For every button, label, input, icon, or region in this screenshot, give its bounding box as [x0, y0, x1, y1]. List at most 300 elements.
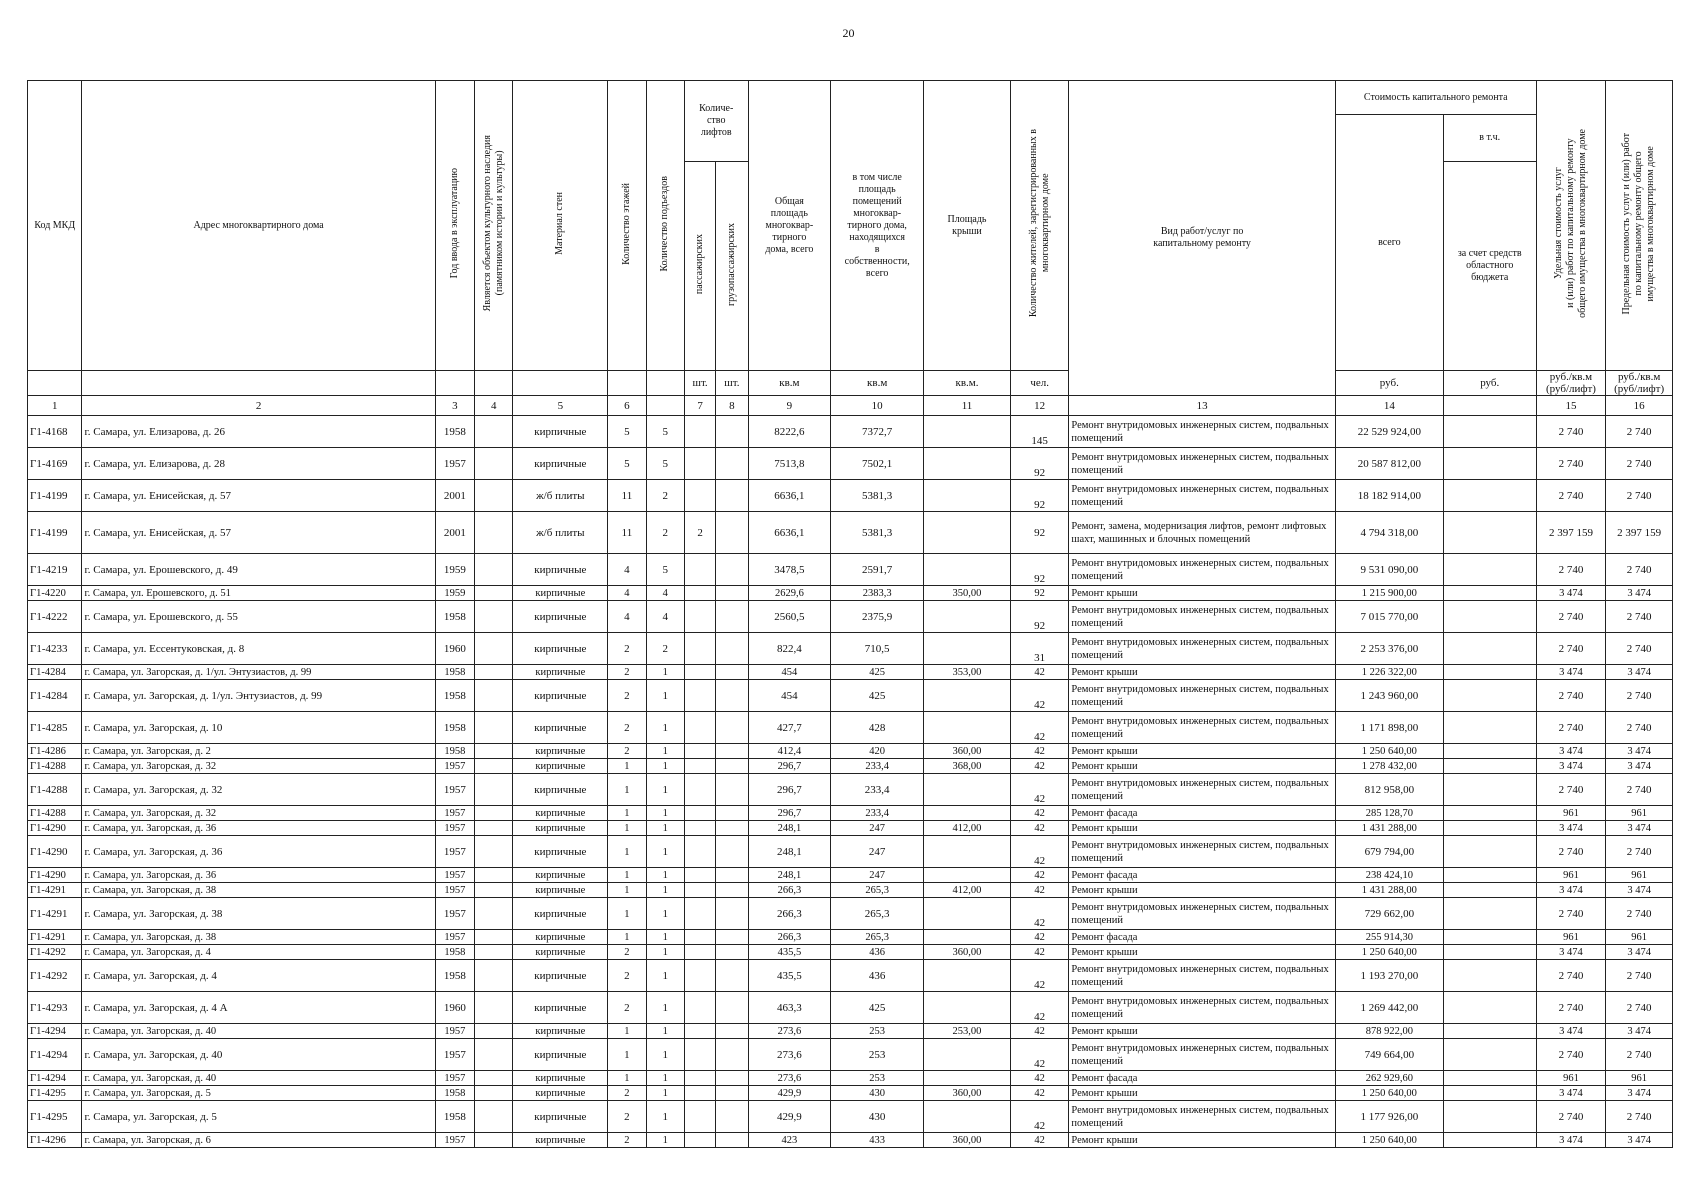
- cell-wall: кирпичные: [513, 601, 608, 633]
- cell-year: 1957: [435, 883, 474, 898]
- cell-empty: [1443, 1039, 1536, 1071]
- cell-wall: кирпичные: [513, 836, 608, 868]
- cell-floors: 1: [608, 759, 646, 774]
- cell-work: Ремонт крыши: [1069, 759, 1335, 774]
- cell-cost: 18 182 914,00: [1335, 480, 1443, 512]
- cell-area: 423: [748, 1133, 831, 1148]
- cell-year: 1957: [435, 806, 474, 821]
- cell-empty: [1443, 680, 1536, 712]
- cell-entrances: 1: [646, 744, 684, 759]
- cell-area: 435,5: [748, 945, 831, 960]
- cell-work: Ремонт внутридомовых инженерных систем, подвальных помещений: [1069, 960, 1335, 992]
- cell-lp: [684, 992, 715, 1024]
- cell-unit: 3 474: [1536, 1024, 1606, 1039]
- cell-residents: 42: [1010, 930, 1069, 945]
- cell-year: 1958: [435, 1101, 474, 1133]
- cell-address: г. Самара, ул. Загорская, д. 5: [82, 1086, 435, 1101]
- cell-max: 2 740: [1606, 774, 1673, 806]
- cell-lp: [684, 945, 715, 960]
- cell-lp: [684, 665, 715, 680]
- cell-work: Ремонт внутридомовых инженерных систем, подвальных помещений: [1069, 448, 1335, 480]
- unit-pcs: шт.: [716, 371, 748, 396]
- cell-code: Г1-4293: [28, 992, 82, 1024]
- cell-work: Ремонт внутридомовых инженерных систем, подвальных помещений: [1069, 898, 1335, 930]
- cell-empty: [475, 960, 513, 992]
- cell-owned: 233,4: [831, 806, 924, 821]
- cell-code: Г1-4169: [28, 448, 82, 480]
- cell-empty: [1443, 868, 1536, 883]
- cell-lp: [684, 416, 715, 448]
- cell-code: Г1-4219: [28, 554, 82, 586]
- cell-area: 454: [748, 680, 831, 712]
- cell-area: 248,1: [748, 836, 831, 868]
- cell-address: г. Самара, ул. Енисейская, д. 57: [82, 512, 435, 554]
- cell-max: 2 740: [1606, 601, 1673, 633]
- cell-address: г. Самара, ул. Елизарова, д. 26: [82, 416, 435, 448]
- cell-empty: [1443, 883, 1536, 898]
- cell-lc: [716, 930, 748, 945]
- cell-lp: [684, 633, 715, 665]
- cell-code: Г1-4288: [28, 774, 82, 806]
- cell-max: 2 740: [1606, 898, 1673, 930]
- th-unit-cost: Удельная стоимость услуг и (или) работ по капитальному ремонту общего имущества в многоквартирном доме: [1536, 81, 1606, 371]
- cell-work: Ремонт крыши: [1069, 883, 1335, 898]
- cell-entrances: 1: [646, 680, 684, 712]
- cell-wall: кирпичные: [513, 416, 608, 448]
- cell-wall: кирпичные: [513, 1086, 608, 1101]
- table-row: [28, 868, 1673, 883]
- cell-wall: кирпичные: [513, 554, 608, 586]
- cell-floors: 1: [608, 836, 646, 868]
- cell-max: 961: [1606, 1071, 1673, 1086]
- column-number: 9: [748, 396, 831, 416]
- cell-empty: [1443, 945, 1536, 960]
- cell-entrances: 5: [646, 554, 684, 586]
- cell-lp: [684, 448, 715, 480]
- cell-code: Г1-4286: [28, 744, 82, 759]
- cell-empty: [1443, 1086, 1536, 1101]
- cell-area: 248,1: [748, 821, 831, 836]
- cell-year: 1957: [435, 1133, 474, 1148]
- cell-unit: 2 740: [1536, 836, 1606, 868]
- cell-empty: [1443, 512, 1536, 554]
- cell-address: г. Самара, ул. Загорская, д. 38: [82, 930, 435, 945]
- cell-max: 2 397 159: [1606, 512, 1673, 554]
- cell-unit: 2 740: [1536, 480, 1606, 512]
- cell-entrances: 1: [646, 945, 684, 960]
- cell-empty: [475, 930, 513, 945]
- cell-max: 2 740: [1606, 1101, 1673, 1133]
- cell-entrances: 1: [646, 774, 684, 806]
- cell-address: г. Самара, ул. Загорская, д. 4 А: [82, 992, 435, 1024]
- cell-empty: [1443, 821, 1536, 836]
- cell-area: 2629,6: [748, 586, 831, 601]
- cell-lc: [716, 712, 748, 744]
- cell-cost: 285 128,70: [1335, 806, 1443, 821]
- th-floors: Количество этажей: [608, 81, 646, 371]
- cell-year: 2001: [435, 480, 474, 512]
- table-row: [28, 712, 1673, 744]
- cell-code: Г1-4285: [28, 712, 82, 744]
- table-row: [28, 898, 1673, 930]
- cell-address: г. Самара, ул. Загорская, д. 36: [82, 868, 435, 883]
- cell-year: 1957: [435, 1039, 474, 1071]
- cell-wall: кирпичные: [513, 992, 608, 1024]
- table-row: [28, 759, 1673, 774]
- cell-owned: 2591,7: [831, 554, 924, 586]
- cell-year: 1958: [435, 1086, 474, 1101]
- cell-work: Ремонт крыши: [1069, 586, 1335, 601]
- cell-unit: 961: [1536, 930, 1606, 945]
- cell-area: 6636,1: [748, 512, 831, 554]
- cell-empty: [1443, 586, 1536, 601]
- cell-cost: 262 929,60: [1335, 1071, 1443, 1086]
- cell-address: г. Самара, ул. Ерошевского, д. 49: [82, 554, 435, 586]
- cell-area: 248,1: [748, 868, 831, 883]
- cell-max: 2 740: [1606, 680, 1673, 712]
- cell-floors: 2: [608, 712, 646, 744]
- cell-work: Ремонт внутридомовых инженерных систем, подвальных помещений: [1069, 992, 1335, 1024]
- cell-address: г. Самара, ул. Загорская, д. 6: [82, 1133, 435, 1148]
- column-number: 8: [716, 396, 748, 416]
- cell-empty: [1443, 1133, 1536, 1148]
- th-residents: Количество жителей, зарегистрированных в многоквартирном доме: [1010, 81, 1069, 371]
- cell-wall: кирпичные: [513, 868, 608, 883]
- cell-roof: [924, 960, 1011, 992]
- cell-work: Ремонт внутридомовых инженерных систем, подвальных помещений: [1069, 1101, 1335, 1133]
- cell-address: г. Самара, ул. Загорская, д. 32: [82, 774, 435, 806]
- cell-roof: 412,00: [924, 883, 1011, 898]
- column-number: 16: [1606, 396, 1673, 416]
- cell-floors: 1: [608, 930, 646, 945]
- cell-max: 3 474: [1606, 821, 1673, 836]
- cell-lp: [684, 898, 715, 930]
- cell-code: Г1-4296: [28, 1133, 82, 1148]
- cell-address: г. Самара, ул. Ерошевского, д. 55: [82, 601, 435, 633]
- th-lifts-cargo: грузопассажирских: [716, 162, 748, 371]
- cell-residents: 92: [1010, 601, 1069, 633]
- cell-code: Г1-4292: [28, 960, 82, 992]
- cell-wall: кирпичные: [513, 1024, 608, 1039]
- table-row: [28, 1039, 1673, 1071]
- cell-wall: кирпичные: [513, 586, 608, 601]
- cell-owned: 436: [831, 945, 924, 960]
- cell-wall: кирпичные: [513, 1071, 608, 1086]
- cell-unit: 2 740: [1536, 448, 1606, 480]
- cell-max: 2 740: [1606, 960, 1673, 992]
- cell-empty: [475, 680, 513, 712]
- cell-address: г. Самара, ул. Загорская, д. 36: [82, 821, 435, 836]
- unit-rate: руб./кв.м (руб/лифт): [1536, 371, 1606, 396]
- cell-work: Ремонт внутридомовых инженерных систем, подвальных помещений: [1069, 601, 1335, 633]
- cell-lc: [716, 1086, 748, 1101]
- th-owned-area: в том числе площадь помещений многоквар- тирного дома, находящихся в собственности, всего: [831, 81, 924, 371]
- cell-area: 6636,1: [748, 480, 831, 512]
- cell-unit: 3 474: [1536, 759, 1606, 774]
- cell-empty: [1443, 774, 1536, 806]
- cell-roof: [924, 416, 1011, 448]
- cell-code: Г1-4233: [28, 633, 82, 665]
- cell-wall: кирпичные: [513, 945, 608, 960]
- cell-lc: [716, 774, 748, 806]
- unit-people: чел.: [1010, 371, 1069, 396]
- cell-work: Ремонт внутридомовых инженерных систем, подвальных помещений: [1069, 712, 1335, 744]
- cell-address: г. Самара, ул. Загорская, д. 32: [82, 806, 435, 821]
- cell-year: 1958: [435, 416, 474, 448]
- cell-unit: 3 474: [1536, 821, 1606, 836]
- cell-empty: [475, 744, 513, 759]
- cell-entrances: 1: [646, 1071, 684, 1086]
- cell-unit: 2 740: [1536, 898, 1606, 930]
- cell-owned: 5381,3: [831, 512, 924, 554]
- cell-cost: 679 794,00: [1335, 836, 1443, 868]
- cell-empty: [475, 1071, 513, 1086]
- cell-empty: [475, 1024, 513, 1039]
- cell-lc: [716, 868, 748, 883]
- cell-lc: [716, 554, 748, 586]
- table-row: [28, 960, 1673, 992]
- cell-entrances: 1: [646, 868, 684, 883]
- cell-residents: 42: [1010, 992, 1069, 1024]
- cell-owned: 247: [831, 868, 924, 883]
- cell-address: г. Самара, ул. Загорская, д. 32: [82, 759, 435, 774]
- cell-year: 1958: [435, 960, 474, 992]
- cell-residents: 92: [1010, 480, 1069, 512]
- cell-floors: 2: [608, 744, 646, 759]
- cell-code: Г1-4291: [28, 930, 82, 945]
- cell-empty: [475, 480, 513, 512]
- cell-area: 454: [748, 665, 831, 680]
- cell-roof: 350,00: [924, 586, 1011, 601]
- cell-max: 2 740: [1606, 554, 1673, 586]
- cell-cost: 1 431 288,00: [1335, 821, 1443, 836]
- cell-cost: 238 424,10: [1335, 868, 1443, 883]
- column-number: 12: [1010, 396, 1069, 416]
- th-entrances: Количество подъездов: [646, 81, 684, 371]
- cell-floors: 5: [608, 416, 646, 448]
- cell-wall: кирпичные: [513, 883, 608, 898]
- cell-empty: [1443, 960, 1536, 992]
- cell-roof: [924, 1101, 1011, 1133]
- cell-wall: кирпичные: [513, 633, 608, 665]
- cell-floors: 11: [608, 480, 646, 512]
- cell-lp: 2: [684, 512, 715, 554]
- column-number: 5: [513, 396, 608, 416]
- cell-entrances: 1: [646, 1039, 684, 1071]
- cell-code: Г1-4290: [28, 821, 82, 836]
- cell-empty: [1443, 712, 1536, 744]
- cell-floors: 2: [608, 992, 646, 1024]
- cell-residents: 42: [1010, 759, 1069, 774]
- th-lifts-pass: пассажирских: [684, 162, 715, 371]
- cell-wall: кирпичные: [513, 930, 608, 945]
- cell-max: 3 474: [1606, 586, 1673, 601]
- cell-max: 2 740: [1606, 480, 1673, 512]
- table-row: [28, 665, 1673, 680]
- cell-floors: 2: [608, 680, 646, 712]
- cell-work: Ремонт крыши: [1069, 665, 1335, 680]
- cell-area: 273,6: [748, 1024, 831, 1039]
- cell-work: Ремонт фасада: [1069, 1071, 1335, 1086]
- th-max-cost: Предельная стоимость услуг и (или) работ по капитальному ремонту общего имущества в многоквартирном доме: [1606, 81, 1673, 371]
- cell-address: г. Самара, ул. Загорская, д. 5: [82, 1101, 435, 1133]
- cell-floors: 1: [608, 883, 646, 898]
- cell-max: 3 474: [1606, 883, 1673, 898]
- cell-empty: [1443, 448, 1536, 480]
- cell-cost: 255 914,30: [1335, 930, 1443, 945]
- cell-area: 429,9: [748, 1086, 831, 1101]
- cell-year: 1957: [435, 821, 474, 836]
- cell-residents: 42: [1010, 836, 1069, 868]
- cell-lp: [684, 960, 715, 992]
- cell-year: 1957: [435, 898, 474, 930]
- cell-lc: [716, 1024, 748, 1039]
- cell-floors: 1: [608, 1039, 646, 1071]
- cell-empty: [1443, 416, 1536, 448]
- table-row: [28, 512, 1673, 554]
- cell-address: г. Самара, ул. Ессентуковская, д. 8: [82, 633, 435, 665]
- cell-area: 822,4: [748, 633, 831, 665]
- cell-empty: [475, 712, 513, 744]
- unit-rub: руб.: [1335, 371, 1443, 396]
- cell-residents: 42: [1010, 1039, 1069, 1071]
- cell-floors: 1: [608, 1071, 646, 1086]
- cell-lc: [716, 448, 748, 480]
- cell-year: 1959: [435, 554, 474, 586]
- cell-cost: 729 662,00: [1335, 898, 1443, 930]
- cell-work: Ремонт фасада: [1069, 930, 1335, 945]
- cell-max: 2 740: [1606, 448, 1673, 480]
- cell-cost: 22 529 924,00: [1335, 416, 1443, 448]
- cell-address: г. Самара, ул. Загорская, д. 40: [82, 1071, 435, 1086]
- cell-max: 961: [1606, 930, 1673, 945]
- table-row: [28, 806, 1673, 821]
- table-row: [28, 1024, 1673, 1039]
- cell-empty: [475, 759, 513, 774]
- th-year: Год ввода в эксплуатацию: [435, 81, 474, 371]
- cell-residents: 42: [1010, 744, 1069, 759]
- cell-empty: [1443, 480, 1536, 512]
- cell-wall: ж/б плиты: [513, 512, 608, 554]
- th-cost-total: всего: [1335, 115, 1443, 371]
- th-address: Адрес многоквартирного дома: [82, 81, 435, 371]
- cell-entrances: 2: [646, 480, 684, 512]
- cell-lp: [684, 680, 715, 712]
- cell-owned: 425: [831, 665, 924, 680]
- cell-residents: 42: [1010, 960, 1069, 992]
- cell-work: Ремонт фасада: [1069, 868, 1335, 883]
- cell-owned: 247: [831, 821, 924, 836]
- cell-max: 2 740: [1606, 992, 1673, 1024]
- cell-wall: кирпичные: [513, 1039, 608, 1071]
- cell-area: 8222,6: [748, 416, 831, 448]
- cell-lc: [716, 759, 748, 774]
- cell-lp: [684, 1086, 715, 1101]
- cell-empty: [475, 1039, 513, 1071]
- cell-empty: [1443, 836, 1536, 868]
- cell-cost: 1 250 640,00: [1335, 945, 1443, 960]
- cell-empty: [1443, 898, 1536, 930]
- cell-address: г. Самара, ул. Ерошевского, д. 51: [82, 586, 435, 601]
- th-roof-area: Площадь крыши: [924, 81, 1011, 371]
- cell-owned: 2375,9: [831, 601, 924, 633]
- cell-area: 2560,5: [748, 601, 831, 633]
- cell-year: 1957: [435, 448, 474, 480]
- cell-roof: 253,00: [924, 1024, 1011, 1039]
- cell-area: 435,5: [748, 960, 831, 992]
- cell-wall: кирпичные: [513, 759, 608, 774]
- cell-area: 296,7: [748, 774, 831, 806]
- cell-year: 2001: [435, 512, 474, 554]
- cell-floors: 2: [608, 1133, 646, 1148]
- table-row: [28, 1133, 1673, 1148]
- cell-unit: 3 474: [1536, 883, 1606, 898]
- cell-code: Г1-4288: [28, 759, 82, 774]
- cell-lc: [716, 665, 748, 680]
- cell-area: 427,7: [748, 712, 831, 744]
- cell-owned: 425: [831, 680, 924, 712]
- cell-work: Ремонт внутридомовых инженерных систем, подвальных помещений: [1069, 554, 1335, 586]
- th-total-area: Общая площадь многоквар- тирного дома, всего: [748, 81, 831, 371]
- cell-roof: [924, 1071, 1011, 1086]
- cell-wall: кирпичные: [513, 1101, 608, 1133]
- th-work-type: Вид работ/услуг по капитальному ремонту: [1069, 81, 1335, 396]
- cell-unit: 961: [1536, 806, 1606, 821]
- cell-work: Ремонт, замена, модернизация лифтов, ремонт лифтовых шахт, машинных и блочных помещений: [1069, 512, 1335, 554]
- cell-max: 2 740: [1606, 1039, 1673, 1071]
- cell-roof: [924, 930, 1011, 945]
- cell-roof: [924, 633, 1011, 665]
- cell-lp: [684, 930, 715, 945]
- cell-cost: 1 215 900,00: [1335, 586, 1443, 601]
- cell-year: 1959: [435, 586, 474, 601]
- cell-lc: [716, 416, 748, 448]
- cell-work: Ремонт крыши: [1069, 1024, 1335, 1039]
- cell-unit: 3 474: [1536, 665, 1606, 680]
- cell-roof: [924, 806, 1011, 821]
- cell-lp: [684, 744, 715, 759]
- cell-max: 2 740: [1606, 633, 1673, 665]
- cell-lp: [684, 601, 715, 633]
- cell-year: 1957: [435, 1024, 474, 1039]
- cell-entrances: 1: [646, 992, 684, 1024]
- cell-roof: 360,00: [924, 1133, 1011, 1148]
- cell-year: 1957: [435, 930, 474, 945]
- table-row: [28, 992, 1673, 1024]
- unit-sqm: кв.м: [831, 371, 924, 396]
- cell-work: Ремонт крыши: [1069, 945, 1335, 960]
- cell-address: г. Самара, ул. Загорская, д. 38: [82, 883, 435, 898]
- cell-year: 1957: [435, 774, 474, 806]
- cell-entrances: 5: [646, 448, 684, 480]
- column-numbers-row: [28, 396, 1673, 416]
- cell-code: Г1-4291: [28, 898, 82, 930]
- cell-year: 1958: [435, 601, 474, 633]
- cell-floors: 4: [608, 554, 646, 586]
- cell-cost: 1 278 432,00: [1335, 759, 1443, 774]
- cell-wall: кирпичные: [513, 712, 608, 744]
- cell-owned: 247: [831, 836, 924, 868]
- cell-work: Ремонт внутридомовых инженерных систем, подвальных помещений: [1069, 480, 1335, 512]
- cell-work: Ремонт внутридомовых инженерных систем, подвальных помещений: [1069, 1039, 1335, 1071]
- cell-floors: 1: [608, 898, 646, 930]
- cell-empty: [1443, 1071, 1536, 1086]
- cell-max: 3 474: [1606, 1086, 1673, 1101]
- cell-entrances: 1: [646, 806, 684, 821]
- cell-address: г. Самара, ул. Елизарова, д. 28: [82, 448, 435, 480]
- cell-owned: 7502,1: [831, 448, 924, 480]
- cell-area: 412,4: [748, 744, 831, 759]
